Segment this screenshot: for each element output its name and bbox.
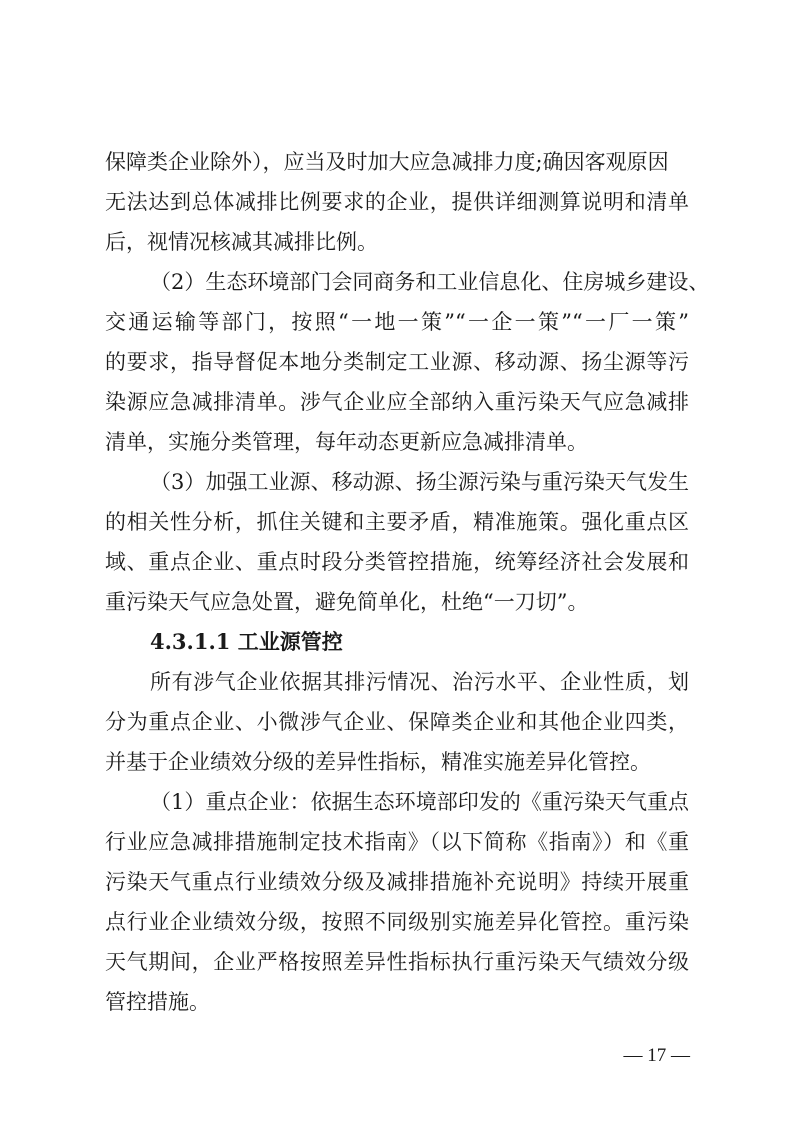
paragraph-line: （1）重点企业：依据生态环境部印发的《重污染天气重点 [150, 790, 689, 814]
paragraph-line: 并基于企业绩效分级的差异性指标，精准实施差异化管控。 [105, 750, 651, 774]
paragraph-line: 天气期间，企业严格按照差异性指标执行重污染天气绩效分级 [105, 950, 689, 974]
paragraph-line: 的相关性分析，抓住关键和主要矛盾，精准施策。强化重点区 [105, 510, 689, 534]
paragraph-line: 后，视情况核减其减排比例。 [105, 230, 378, 254]
page-number: — 17 — [623, 1045, 690, 1066]
paragraph-line: 分为重点企业、小微涉气企业、保障类企业和其他企业四类， [105, 710, 689, 734]
paragraph-line: 清单，实施分类管理，每年动态更新应急减排清单。 [105, 430, 588, 454]
paragraph-line: 染源应急减排清单。涉气企业应全部纳入重污染天气应急减排 [105, 390, 689, 414]
section-heading: 4.3.1.1 工业源管控 [150, 629, 343, 654]
paragraph-line: 的要求，指导督促本地分类制定工业源、移动源、扬尘源等污 [105, 350, 689, 374]
paragraph-line: 无法达到总体减排比例要求的企业，提供详细测算说明和清单 [105, 190, 689, 214]
paragraph-line: 所有涉气企业依据其排污情况、治污水平、企业性质，划 [150, 670, 689, 694]
paragraph-line: 保障类企业除外），应当及时加大应急减排力度;确因客观原因 [105, 150, 669, 174]
paragraph-line: （3）加强工业源、移动源、扬尘源污染与重污染天气发生 [150, 470, 689, 494]
paragraph-line: 行业应急减排措施制定技术指南》（以下简称《指南》）和《重 [105, 830, 689, 854]
paragraph-line: 域、重点企业、重点时段分类管控措施，统筹经济社会发展和 [105, 550, 689, 574]
paragraph-line: 污染天气重点行业绩效分级及减排措施补充说明》持续开展重 [105, 870, 689, 894]
paragraph-line: 交通运输等部门，按照“一地一策”“一企一策”“一厂一策” [105, 310, 689, 334]
paragraph-line: （2）生态环境部门会同商务和工业信息化、住房城乡建设、 [150, 270, 710, 294]
paragraph-line: 点行业企业绩效分级，按照不同级别实施差异化管控。重污染 [105, 910, 689, 934]
paragraph-line: 管控措施。 [105, 990, 210, 1014]
paragraph-line: 重污染天气应急处置，避免简单化，杜绝“一刀切”。 [105, 590, 589, 614]
